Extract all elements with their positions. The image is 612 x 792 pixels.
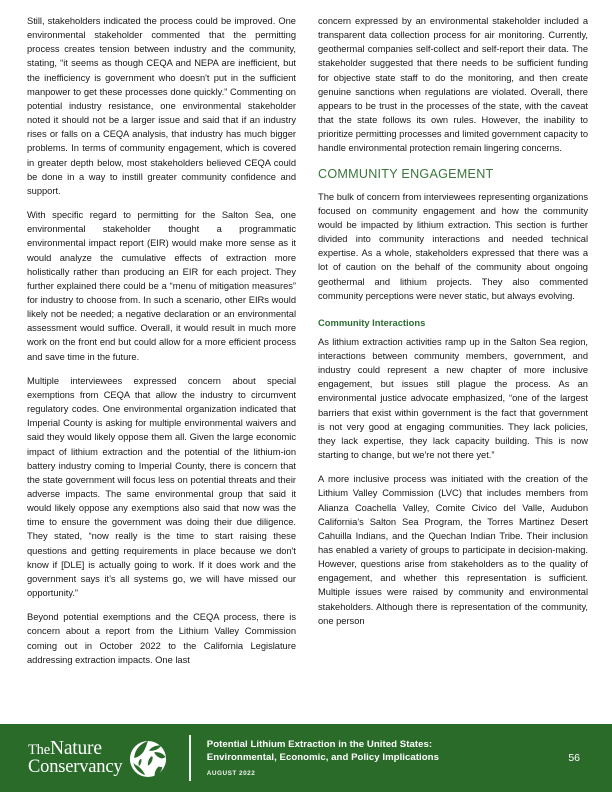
logo-nature-text: Nature xyxy=(49,738,102,759)
page-footer xyxy=(0,724,612,792)
footer-divider xyxy=(189,735,190,781)
footer-date: AUGUST 2022 xyxy=(206,770,256,778)
logo-line-one xyxy=(28,738,122,759)
paragraph: A more inclusive process was initiated with the creation of the Lithium Valley Commission (LVC) that includes members from Alianza Coachella Valley, Comite Civico del Valle, Audubon California’s Salton Sea Program, the Torres Martinez Desert Cahuilla Indians, and the Quechan Indian Tribe. Their inclusion has enabled a variety of groups to participate in decision-making. However, questions arise from stakeholders as to the quality of engagement, and whether this representation is sufficient. Multiple issues were raised by community and environmental stakeholders. Although there is representation of the community, one person xyxy=(318,474,588,626)
footer-title-line-1: Potential Lithium Extraction in the United States: xyxy=(206,738,433,750)
logo-the-text: The xyxy=(28,742,50,758)
paragraph: Beyond potential exemptions and the CEQA process, there is concern about a report from the Lithium Valley Commission coming out in October 2022 to the California Legislature addressing extraction impacts. One last xyxy=(27,612,296,665)
paragraph: With specific regard to permitting for the Salton Sea, one environmental stakeholder thought a programmatic environmental impact report (EIR) would make more sense as it would analyze the cumulative effects of extraction more holistically rather than producing an EIR for each project. They further explained there could be a “menu of mitigation measures” for industry to choose from. In such a scenario, other EIRs would likely not be needed; a negative declaration or an environmental assessment would suffice. Overall, it would result in much more work on the front end but could allow for a more efficient process and save time in the future. xyxy=(27,210,296,362)
footer-title-block xyxy=(207,739,569,778)
page-number: 56 xyxy=(568,752,580,764)
paragraph: Still, stakeholders indicated the process could be improved. One environmental stakeholder commented that the permitting process creates tension between industry and the community, stating, “it seems as though CEQA and NEPA are inefficient, but the inefficiency is government who doesn't put in the sufficient manpower to get these processes done quickly.” Commenting on potential industry resistance, one environmental stakeholder noted it should not be a larger issue and said that if an industry rises or falls on a CEQA analysis, that industry has much bigger problems. In terms of community engagement, which is covered in greater depth below, most stakeholders believed CEQA could be done in a way to instill greater community confidence and support. xyxy=(27,16,296,196)
paragraph: As lithium extraction activities ramp up in the Salton Sea region, interactions between community members, government, and industry could represent a new chapter of more inclusive engagement, but issues still plague the process. As an environmental justice advocate emphasized, “one of the largest barriers that exist within government is the fact that government is not very good at engaging communities. They lack policies, they lack expertise, they lack capacity building. This is now starting to change, but we're not there yet.” xyxy=(318,336,588,461)
right-text-column xyxy=(318,14,588,722)
globe-oak-leaf-icon xyxy=(129,740,167,778)
section-heading-community-engagement: COMMUNITY ENGAGEMENT xyxy=(318,166,494,181)
logo-conservancy-text: Conservancy xyxy=(28,756,123,777)
nature-conservancy-logo xyxy=(28,738,167,778)
paragraph: The bulk of concern from interviewees representing organizations focused on community engagement and how the community would be impacted by lithium extraction. This section is further divided into community interactions and needed technical expertise. As a whole, stakeholders expressed that there was a lot of caution on the behalf of the community about ongoing geothermal and lithium projects. They also commented community perceptions were never static, but always evolving. xyxy=(318,191,588,301)
subsection-heading-community-interactions: Community Interactions xyxy=(318,316,426,328)
paragraph: Multiple interviewees expressed concern about special exemptions from CEQA that allow the industry to circumvent regulatory codes. One environmental organization indicated that Imperial County is asking for multiple environmental waivers and said they would likely oppose them all. Given the large economic impact of lithium extraction and the potential of the lithium-ion battery industry coming to Imperial County, there is concern that the state government will focus less on potential threats and their adverse impacts. The same environmental group that said it would likely oppose any exemptions also said that now was the time to ensure the government was doing their due diligence. They stated, “now really is the time to start raising these questions and getting requirements in place because we don't know if [DLE] is actually going to work. If it does work and the government says it’s all systems go, we will have missed our opportunity.” xyxy=(27,375,296,599)
left-text-column xyxy=(27,14,296,722)
footer-report-title xyxy=(207,739,569,765)
footer-title-line-2: Environmental, Economic, and Policy Implications xyxy=(206,751,439,763)
paragraph: concern expressed by an environmental stakeholder included a transparent data collection process for air monitoring. Currently, geothermal companies self-collect and self-report their data. The stakeholder suggested that there needs to be sufficient funding for objective state staff to do the monitoring, and then create genuine sanctions when regulations are violated. Overall, there appears to be trust in the processes of the state, with the caveat that the state follows its own rules. However, the inability to prioritize permitting processes and limited government capacity to handle environmental protection remain lingering concerns. xyxy=(318,16,588,154)
logo-wordmark xyxy=(28,738,123,777)
